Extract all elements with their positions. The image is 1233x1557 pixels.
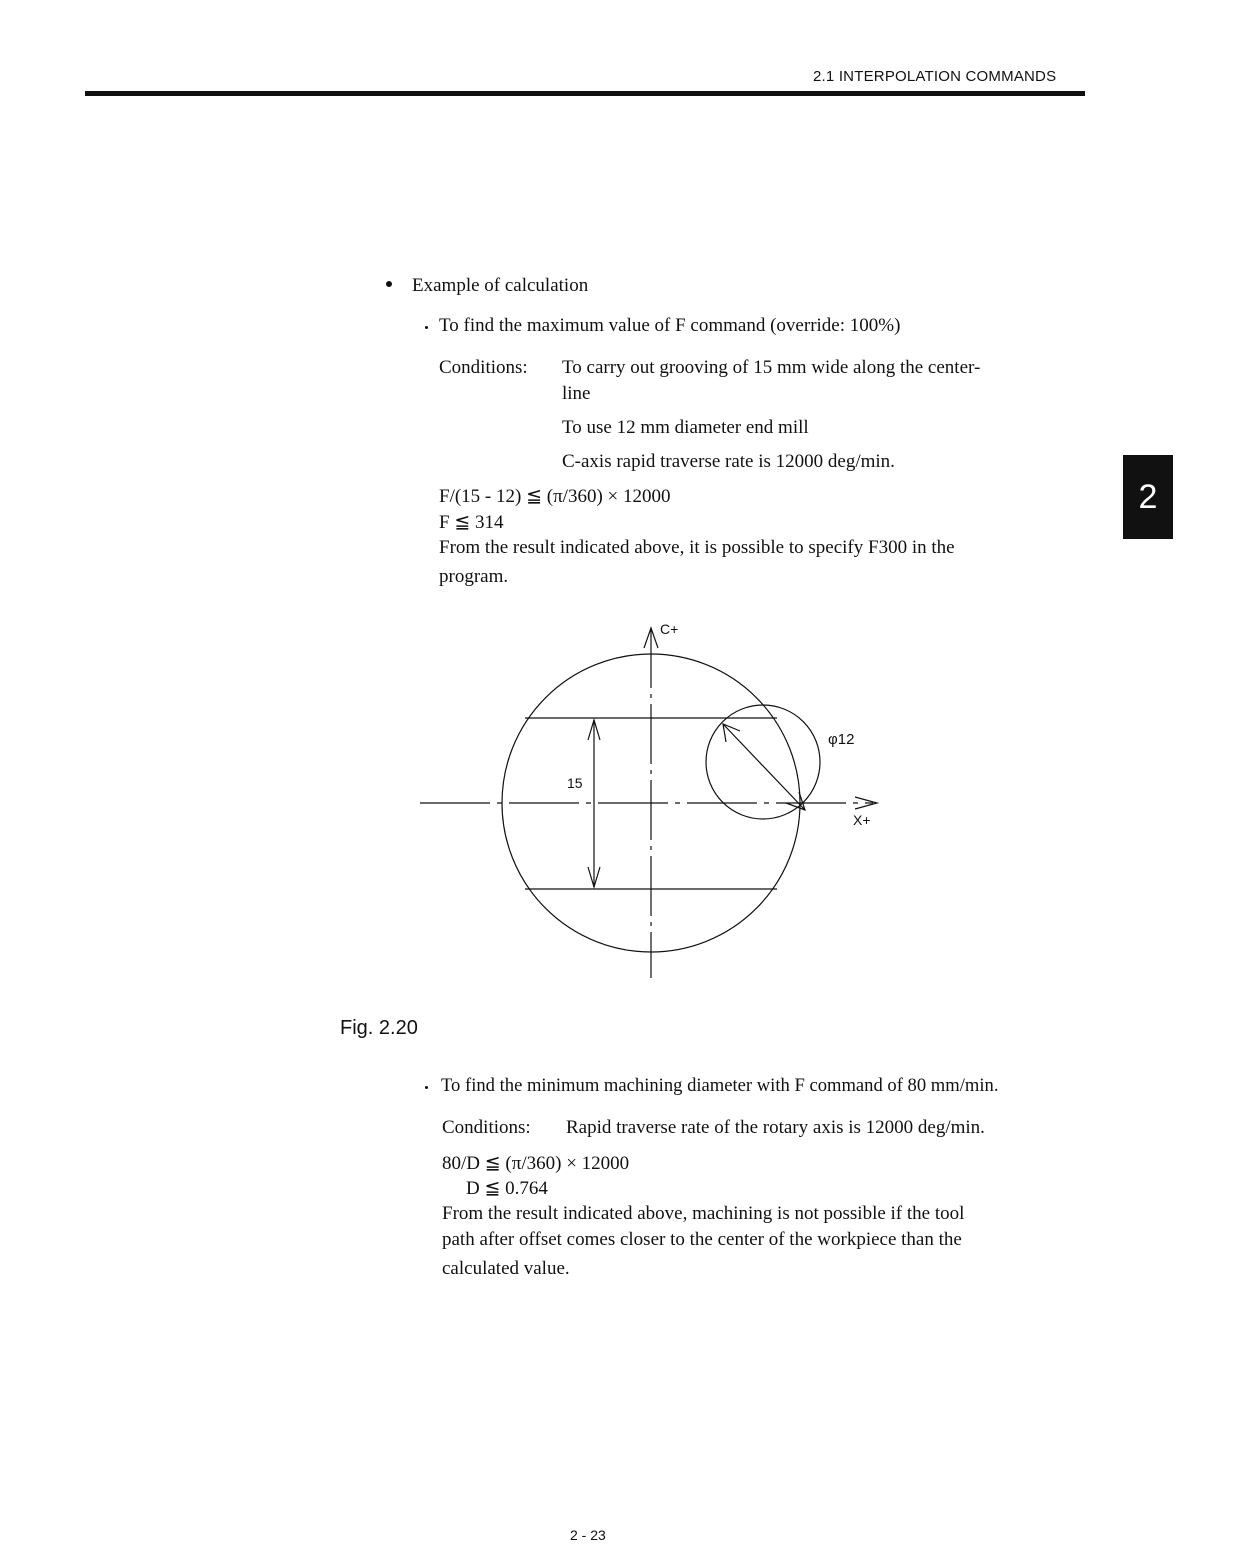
groove-width-label: 15: [567, 775, 583, 791]
section-title: 2.1 INTERPOLATION COMMANDS: [813, 68, 1057, 85]
example-heading: Example of calculation: [412, 275, 589, 296]
diameter-line: [723, 724, 805, 810]
condition-line: Rapid traverse rate of the rotary axis is 12000 deg/min.: [566, 1117, 985, 1138]
c-axis-label: C+: [660, 621, 679, 637]
result-text: From the result indicated above, machining is not possible if the tool: [442, 1203, 965, 1224]
condition-line: line: [562, 383, 591, 404]
formula: D ≦ 0.764: [466, 1178, 548, 1199]
conditions-label: Conditions:: [442, 1117, 531, 1138]
example2-item: To find the minimum machining diameter with F command of 80 mm/min.: [441, 1075, 999, 1096]
condition-line: C-axis rapid traverse rate is 12000 deg/min.: [562, 451, 895, 472]
chapter-tab: 2: [1123, 455, 1173, 539]
formula: F ≦ 314: [439, 512, 504, 533]
x-axis-label: X+: [853, 812, 871, 828]
formula: 80/D ≦ (π/360) × 12000: [442, 1153, 630, 1174]
formula: F/(15 - 12) ≦ (π/360) × 12000: [439, 486, 671, 507]
result-text: path after offset comes closer to the center of the workpiece than the: [442, 1229, 962, 1250]
result-text: program.: [439, 566, 509, 587]
page-number: 2 - 23: [570, 1527, 606, 1543]
conditions-label: Conditions:: [439, 357, 528, 378]
condition-line: To carry out grooving of 15 mm wide along the center-: [562, 357, 981, 378]
figure-label: Fig. 2.20: [340, 1017, 418, 1039]
result-text: calculated value.: [442, 1258, 570, 1279]
tool-diameter-label: φ12: [828, 731, 855, 748]
condition-line: To use 12 mm diameter end mill: [562, 417, 809, 438]
result-text: From the result indicated above, it is possible to specify F300 in the: [439, 537, 955, 558]
sub-bullet-icon: [425, 1086, 428, 1089]
example1-item: To find the maximum value of F command (override: 100%): [439, 315, 901, 336]
